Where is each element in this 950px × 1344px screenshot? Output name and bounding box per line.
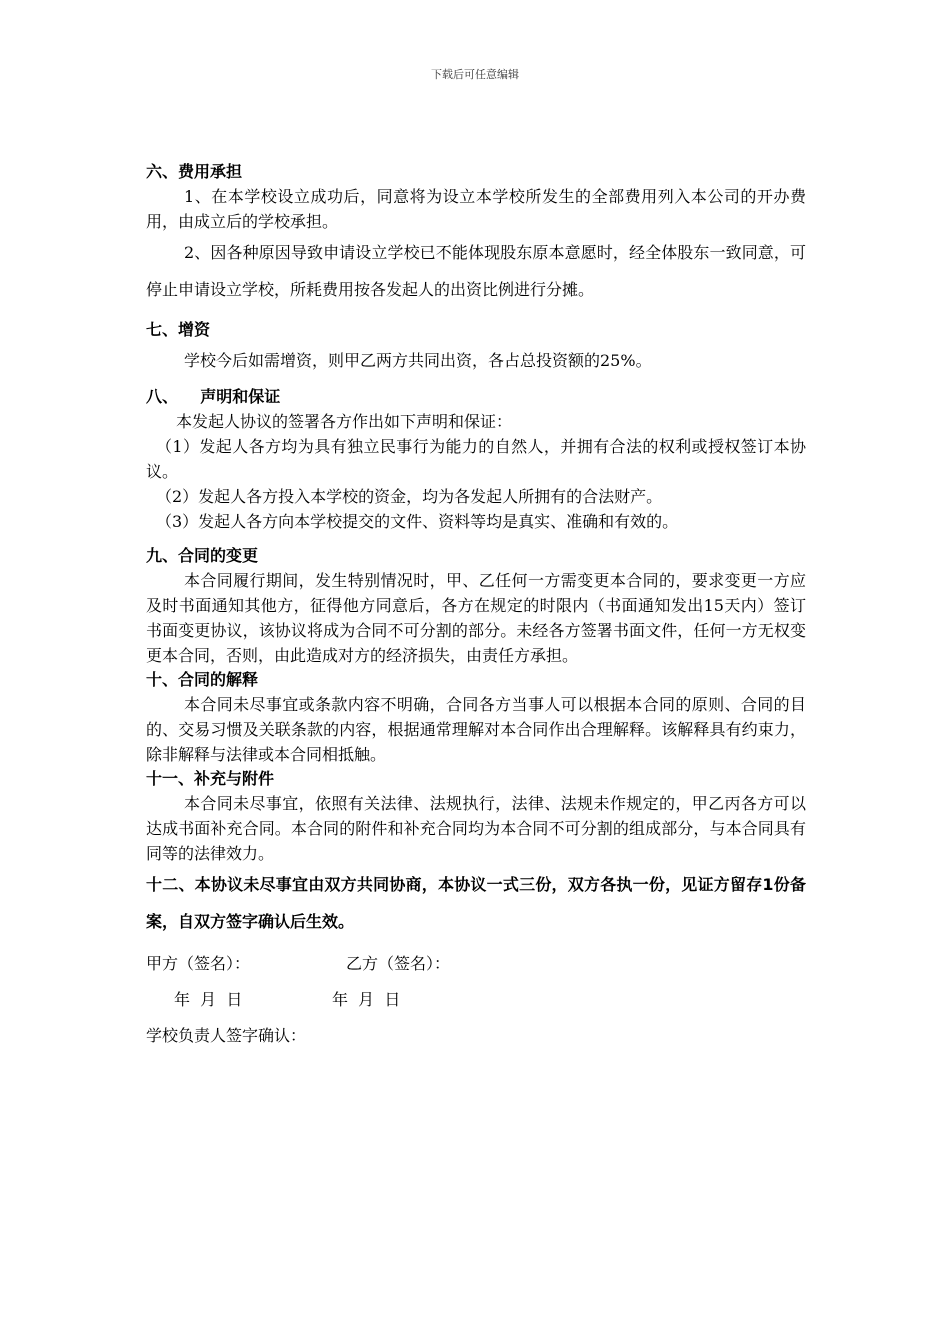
party-a-signature-label: 甲方（签名）： (146, 954, 251, 973)
section-heading-11: 十一、补充与附件 (146, 769, 275, 788)
section-heading-6: 六、费用承担 (146, 162, 243, 181)
party-a-date: 年 月 日 (174, 990, 243, 1009)
party-b-signature-label: 乙方（签名）： (346, 954, 451, 973)
section-6-paragraph-2: 2、因各种原因导致申请设立学校已不能体现股东原本意愿时，经全体股东一致同意，可停止申请设立学校，所耗费用按各发起人的出资比例进行分摊。 (146, 243, 806, 299)
section-8-item-1: （1）发起人各方均为具有独立民事行为能力的自然人，并拥有合法的权利或授权签订本协议。 (146, 437, 806, 481)
section-10-paragraph-1: 本合同未尽事宜或条款内容不明确，合同各方当事人可以根据本合同的原则、合同的目的、交易习惯及关联条款的内容，根据通常理解对本合同作出合理解释。该解释具有约束力，除非解释与法律或本合同相抵触。 (146, 695, 806, 764)
section-12-paragraph: 十二、本协议未尽事宜由双方共同协商，本协议一式三份，双方各执一份，见证方留存1份备案，自双方签字确认后生效。 (146, 875, 806, 931)
section-heading-8: 八、 声明和保证 (146, 387, 281, 406)
document-body (146, 160, 806, 1054)
section-heading-10: 十、合同的解释 (146, 670, 259, 689)
principal-signature-label: 学校负责人签字确认： (146, 1026, 307, 1045)
signature-row (146, 946, 806, 982)
party-b-date: 年 月 日 (332, 990, 401, 1009)
section-11-paragraph-1: 本合同未尽事宜，依照有关法律、法规执行，法律、法规未作规定的，甲乙丙各方可以达成书面补充合同。本合同的附件和补充合同均为本合同不可分割的组成部分，与本合同具有同等的法律效力。 (146, 794, 806, 863)
section-8-item-3: （3）发起人各方向本学校提交的文件、资料等均是真实、准确和有效的。 (156, 512, 679, 531)
principal-signature-row (146, 1018, 806, 1054)
date-row (146, 982, 806, 1018)
section-heading-9: 九、合同的变更 (146, 546, 259, 565)
section-6-paragraph-1: 1、在本学校设立成功后，同意将为设立本学校所发生的全部费用列入本公司的开办费用，由成立后的学校承担。 (146, 187, 806, 231)
section-heading-7: 七、增资 (146, 320, 211, 339)
section-7-paragraph-1: 学校今后如需增资，则甲乙两方共同出资，各占总投资额的25%。 (184, 351, 652, 370)
section-8-paragraph-1: 本发起人协议的签署各方作出如下声明和保证： (176, 412, 513, 431)
page-header: 下载后可任意编辑 (431, 68, 519, 81)
section-8-item-2: （2）发起人各方投入本学校的资金，均为各发起人所拥有的合法财产。 (156, 487, 663, 506)
section-9-paragraph-1: 本合同履行期间，发生特别情况时，甲、乙任何一方需变更本合同的，要求变更一方应及时书面通知其他方，征得他方同意后，各方在规定的时限内（书面通知发出15天内）签订书面变更协议，该协议将成为合同不可分割的部分。未经各方签署书面文件，任何一方无权变更本合同，否则，由此造成对方的经济损失，由责任方承担。 (146, 571, 806, 665)
